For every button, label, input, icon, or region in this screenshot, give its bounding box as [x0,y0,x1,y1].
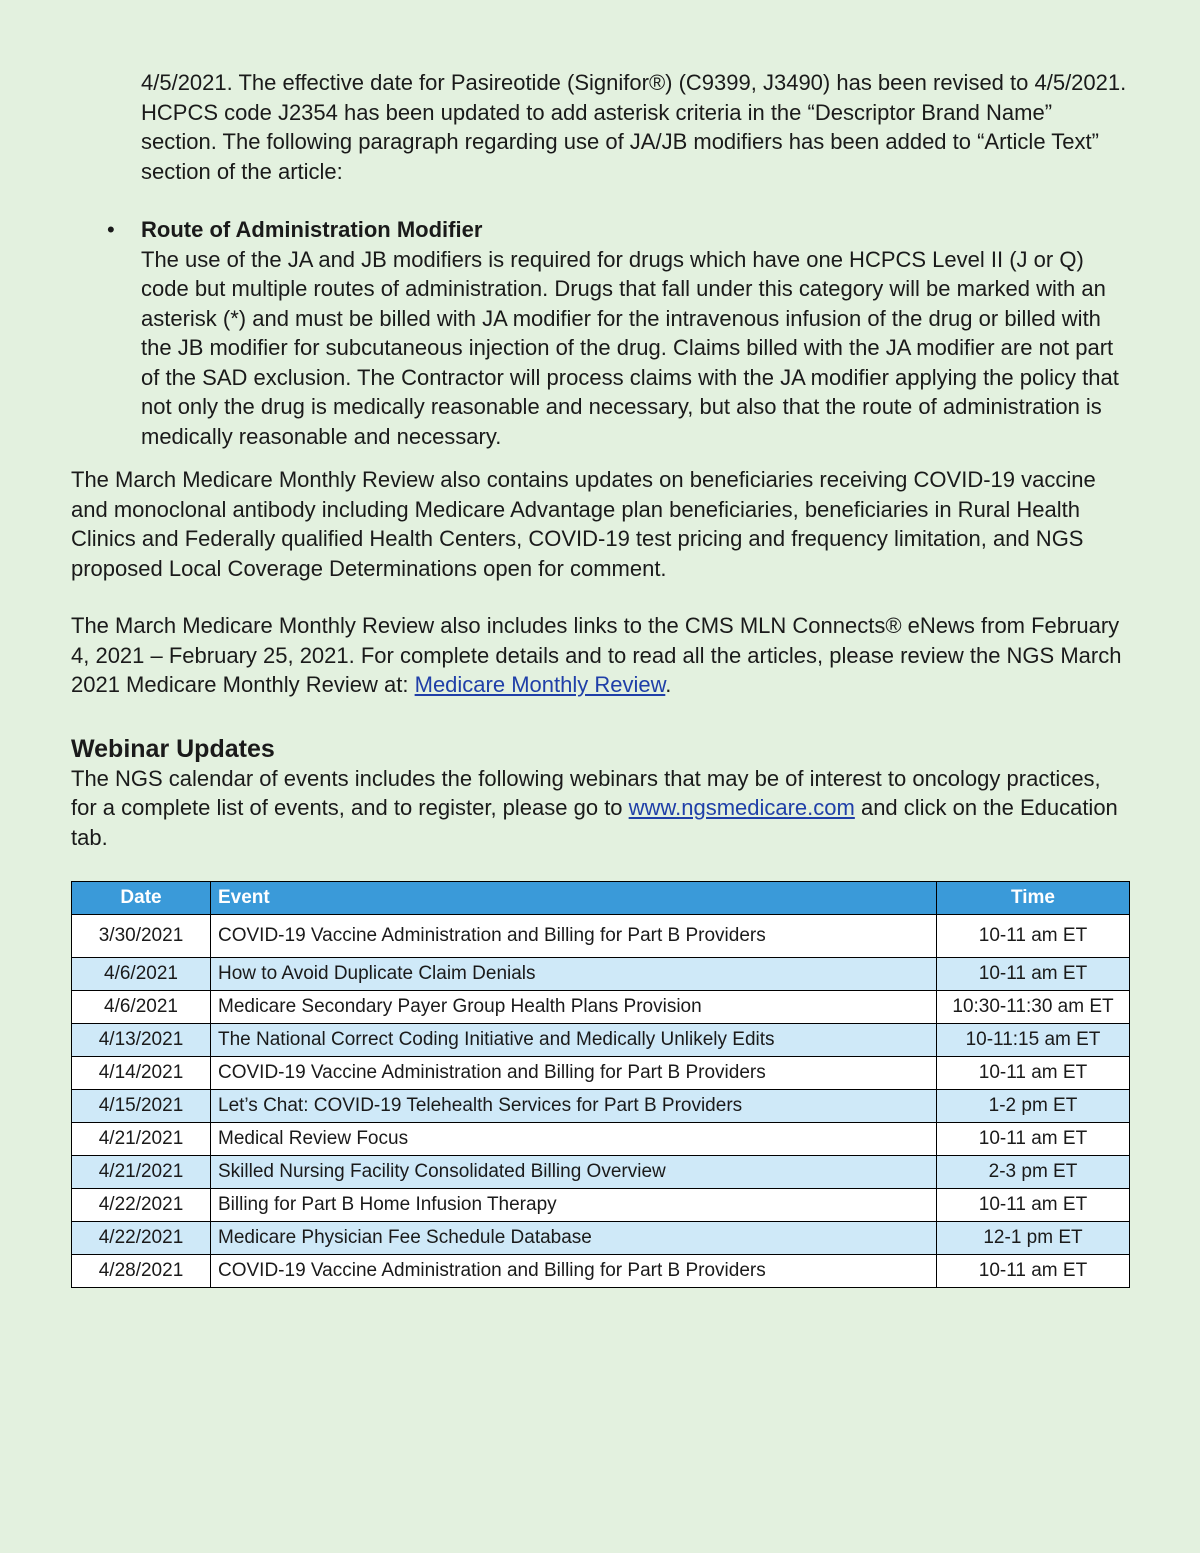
row-date: 3/30/2021 [72,915,211,958]
row-time: 10-11 am ET [937,958,1130,991]
row-date: 4/28/2021 [72,1255,211,1288]
webinar-text-after: and click on the Education tab. [71,795,1118,850]
row-event: COVID-19 Vaccine Administration and Billing for Part B Providers [211,1255,937,1288]
webinar-events-table [71,881,1130,1288]
row-time: 10-11 am ET [937,1189,1130,1222]
row-time: 10-11 am ET [937,1123,1130,1156]
webinar-heading: Webinar Updates [71,734,275,763]
table-row [72,958,1130,991]
table-row [72,1090,1130,1123]
row-time: 10-11 am ET [937,1057,1130,1090]
medicare-monthly-review-link[interactable]: Medicare Monthly Review [414,672,666,697]
table-row [72,991,1130,1024]
header-date: Date [72,882,211,915]
body-paragraph-2-end: . [665,672,672,697]
row-date: 4/22/2021 [72,1189,211,1222]
row-time: 12-1 pm ET [937,1222,1130,1255]
row-date: 4/6/2021 [72,991,211,1024]
table-row [72,915,1130,958]
table-row [72,1024,1130,1057]
row-time: 1-2 pm ET [937,1090,1130,1123]
row-event: Medicare Secondary Payer Group Health Plans Provision [211,991,937,1024]
ngs-medicare-link[interactable]: www.ngsmedicare.com [628,795,855,820]
bullet-item [107,215,1129,451]
table-row [72,1123,1130,1156]
intro-paragraph: 4/5/2021. The effective date for Pasireotide (Signifor®) (C9399, J3490) has been revised to 4/5/2021. HCPCS code J2354 has been updated to add asterisk criteria in the “Descriptor Brand Name” section. The following paragraph regarding use of JA/JB modifiers has been added to “Article Text” section of the article: [141,70,1127,184]
row-event: How to Avoid Duplicate Claim Denials [211,958,937,991]
bullet-text: The use of the JA and JB modifiers is required for drugs which have one HCPCS Level II (J or Q) code but multiple routes of administration. Drugs that fall under this category will be marked with an asterisk (*) and must be billed with JA modifier for the intravenous infusion of the drug or billed with the JB modifier for subcutaneous injection of the drug. Claims billed with the JA modifier are not part of the SAD exclusion. The Contractor will process claims with the JA modifier applying the policy that not only the drug is medically reasonable and necessary, but also that the route of administration is medically reasonable and necessary. [141,246,1119,449]
row-event: The National Correct Coding Initiative and Medically Unlikely Edits [211,1024,937,1057]
row-date: 4/21/2021 [72,1123,211,1156]
row-date: 4/22/2021 [72,1222,211,1255]
row-time: 10-11 am ET [937,915,1130,958]
table-row [72,1057,1130,1090]
body-paragraph-2-text: The March Medicare Monthly Review also includes links to the CMS MLN Connects® eNews from February 4, 2021 – February 25, 2021. For complete details and to read all the articles, please review the NGS March 2021 Medicare Monthly Review at: [71,613,1122,697]
row-date: 4/15/2021 [72,1090,211,1123]
bullet-title: Route of Administration Modifier [141,217,483,242]
row-time: 10-11:15 am ET [937,1024,1130,1057]
row-date: 4/21/2021 [72,1156,211,1189]
row-date: 4/14/2021 [72,1057,211,1090]
row-date: 4/13/2021 [72,1024,211,1057]
table-row [72,1255,1130,1288]
document-page [71,68,1129,1288]
table-row [72,1189,1130,1222]
table-row [72,1156,1130,1189]
body-paragraph-2 [71,611,1129,700]
row-event: Billing for Part B Home Infusion Therapy [211,1189,937,1222]
row-event: COVID-19 Vaccine Administration and Billing for Part B Providers [211,915,937,958]
bullet-marker: • [107,217,115,242]
row-date: 4/6/2021 [72,958,211,991]
row-event: Medicare Physician Fee Schedule Database [211,1222,937,1255]
webinar-paragraph [71,764,1129,853]
row-event: Skilled Nursing Facility Consolidated Billing Overview [211,1156,937,1189]
row-time: 10-11 am ET [937,1255,1130,1288]
row-event: COVID-19 Vaccine Administration and Billing for Part B Providers [211,1057,937,1090]
row-event: Let’s Chat: COVID-19 Telehealth Services for Part B Providers [211,1090,937,1123]
header-event: Event [211,882,937,915]
row-event: Medical Review Focus [211,1123,937,1156]
table-row [72,1222,1130,1255]
row-time: 10:30-11:30 am ET [937,991,1130,1024]
body-paragraph-1: The March Medicare Monthly Review also contains updates on beneficiaries receiving COVID-19 vaccine and monoclonal antibody including Medicare Advantage plan beneficiaries, beneficiaries in Rural Health Clinics and Federally qualified Health Centers, COVID-19 test pricing and frequency limitation, and NGS proposed Local Coverage Determinations open for comment. [71,467,1096,581]
webinar-text-before: The NGS calendar of events includes the following webinars that may be of interest to oncology practices, for a complete list of events, and to register, please go to [71,765,1101,820]
header-time: Time [937,882,1130,915]
row-time: 2-3 pm ET [937,1156,1130,1189]
table-header-row [72,882,1130,915]
